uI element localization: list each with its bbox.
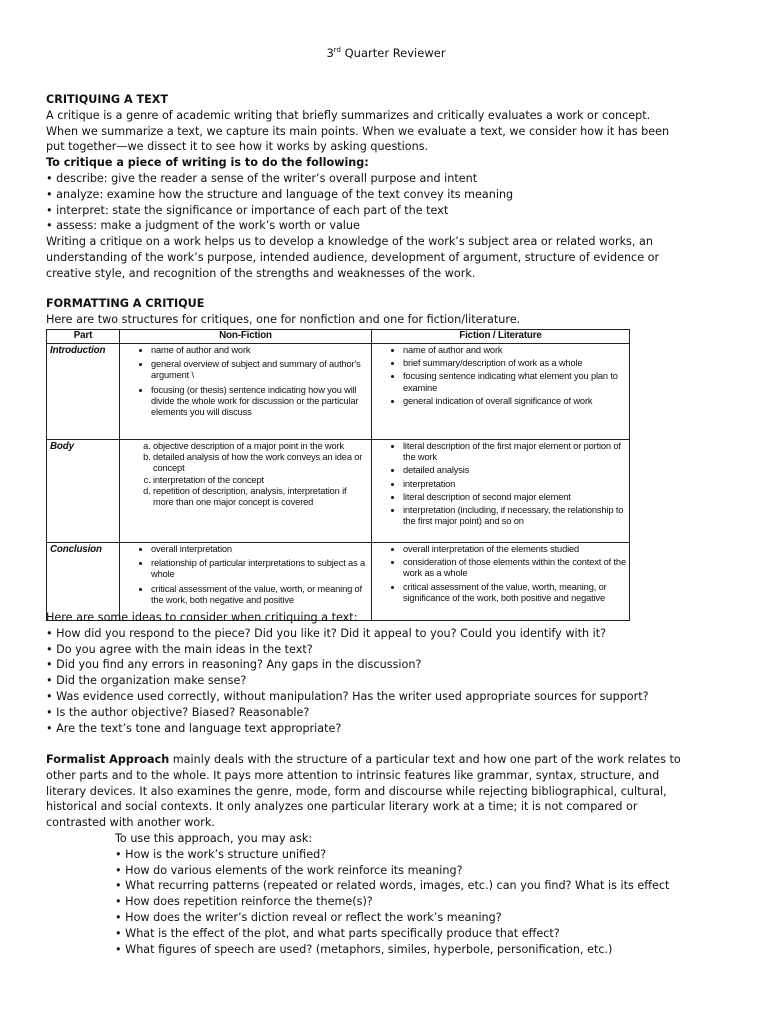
paragraph-line: other parts and to the whole. It pays more attention to intrinsic features like grammar, syntax, structure, and [46,768,660,782]
questions-block [46,831,726,957]
section-formalist [46,752,726,957]
paragraph-line: Writing a critique on a work helps us to develop a knowledge of the work’s subject area or related works, an [46,235,653,249]
paragraph-line: put together—we dissect it to see how it works by asking questions. [46,140,429,154]
fiction-cell [372,543,630,621]
section-heading: CRITIQUING A TEXT [46,93,169,106]
bullet-item: • Are the text’s tone and language text appropriate? [46,721,342,735]
list-item: a. objective description of a major point in the work [153,441,368,452]
list-item: • general indication of overall significance of work [403,396,626,407]
section-critiquing [46,92,726,282]
list-item: • critical assessment of the value, worth, or meaning of the work, both negative and positive [151,584,368,606]
section-formatting [46,296,726,328]
paragraph-line: creative style, and recognition of the strengths and weaknesses of the work. [46,266,476,280]
list-item: • critical assessment of the value, worth, meaning, or significance of the work, both positive and negative [403,582,626,604]
critique-structure-table [46,329,630,621]
table-row [47,440,630,543]
title-number: 3 [326,46,334,60]
list-item: • focusing sentence indicating what element you plan to examine [403,371,626,393]
bullet-item: • interpret: state the significance or importance of each part of the text [46,203,449,217]
paragraph-line: contrasted with another work. [46,816,215,830]
paragraph-line: Here are two structures for critiques, one for nonfiction and one for fiction/literature. [46,312,521,326]
bullet-item: • Did the organization make sense? [46,674,247,688]
list-item: • literal description of the first major element or portion of the work [403,441,626,463]
list-item: c. interpretation of the concept [153,475,368,486]
paragraph-line: When we summarize a text, we capture its main points. When we evaluate a text, we consider how it has been [46,124,670,138]
list-item: • overall interpretation of the elements studied [403,544,626,555]
section-ideas [46,610,726,736]
bullet-item: • describe: give the reader a sense of the writer’s overall purpose and intent [46,171,478,185]
bullet-item: • How did you respond to the piece? Did you like it? Did it appeal to you? Could you identify with it? [46,626,607,640]
list-item: • interpretation [403,479,626,490]
column-header: Non-Fiction [120,330,372,344]
paragraph-line: understanding of the work’s purpose, intended audience, development of argument, structure of evidence or [46,250,660,264]
nonfiction-cell [120,543,372,621]
bullet-item: • How does the writer’s diction reveal or reflect the work’s meaning? [115,910,502,924]
bullet-item: • Is the author objective? Biased? Reasonable? [46,705,310,719]
fiction-cell [372,440,630,543]
table-row [47,543,630,621]
nonfiction-cell [120,344,372,440]
bullet-item: • What is the effect of the plot, and what parts specifically produce that effect? [115,926,560,940]
list-item: • overall interpretation [151,544,368,555]
subheading: To critique a piece of writing is to do the following: [46,156,369,170]
list-item: • name of author and work [151,345,368,356]
list-item: • detailed analysis [403,465,626,476]
bullet-item: • How is the work’s structure unified? [115,847,327,861]
paragraph-line: To use this approach, you may ask: [115,831,313,845]
bullet-item: • How do various elements of the work reinforce its meaning? [115,863,463,877]
bullet-item: • What recurring patterns (repeated or related words, images, etc.) can you find? What is its effect [115,879,670,893]
formalist-text: mainly deals with the structure of a particular text and how one part of the work relates to [169,753,681,766]
page-title [46,46,726,60]
bullet-item: • How does repetition reinforce the theme(s)? [115,895,373,909]
list-item: b. detailed analysis of how the work conveys an idea or concept [153,452,368,474]
list-item: d. repetition of description, analysis, interpretation if more than one major concept is covered [153,486,368,508]
bullet-item: • Was evidence used correctly, without manipulation? Has the writer used appropriate sources for support? [46,689,649,703]
list-item: • name of author and work [403,345,626,356]
formalist-term: Formalist Approach [46,753,170,766]
part-cell: Conclusion [47,543,120,621]
paragraph-line [46,752,726,768]
bullet-item: • What figures of speech are used? (metaphors, similes, hyperbole, personification, etc.) [115,942,613,956]
paragraph-line: literary devices. It also examines the genre, mode, form and discourse while rejecting bibliographical, cultural, [46,784,667,798]
bullet-item: • Do you agree with the main ideas in the text? [46,642,313,656]
part-cell: Body [47,440,120,543]
title-superscript: rd [333,46,341,55]
bullet-item: • Did you find any errors in reasoning? Any gaps in the discussion? [46,658,422,672]
list-item: • literal description of second major element [403,492,626,503]
list-item: • interpretation (including, if necessary, the relationship to the first major point) and so on [403,505,626,527]
list-item: • consideration of those elements within the context of the work as a whole [403,557,626,579]
column-header: Part [47,330,120,344]
bullet-item: • assess: make a judgment of the work’s worth or value [46,219,360,233]
title-text: Quarter Reviewer [340,46,446,60]
section-heading: FORMATTING A CRITIQUE [46,297,205,310]
table-row [47,344,630,440]
list-item: • focusing (or thesis) sentence indicating how you will divide the whole work for discussion or the particular elements you will discuss [151,385,368,419]
fiction-cell [372,344,630,440]
nonfiction-cell [120,440,372,543]
paragraph-line: A critique is a genre of academic writing that briefly summarizes and critically evaluates a work or concept. [46,108,651,122]
bullet-item: • analyze: examine how the structure and language of the text convey its meaning [46,187,514,201]
paragraph-line: historical and social contexts. It only analyzes one particular literary work at a time; it is not compared or [46,800,638,814]
table-header-row [47,330,630,344]
column-header: Fiction / Literature [372,330,630,344]
list-item: • brief summary/description of work as a whole [403,358,626,369]
part-cell: Introduction [47,344,120,440]
list-item: • general overview of subject and summary of author's argument \ [151,359,368,381]
paragraph-line: Here are some ideas to consider when critiquing a text: [46,611,358,624]
list-item: • relationship of particular interpretations to subject as a whole [151,558,368,580]
